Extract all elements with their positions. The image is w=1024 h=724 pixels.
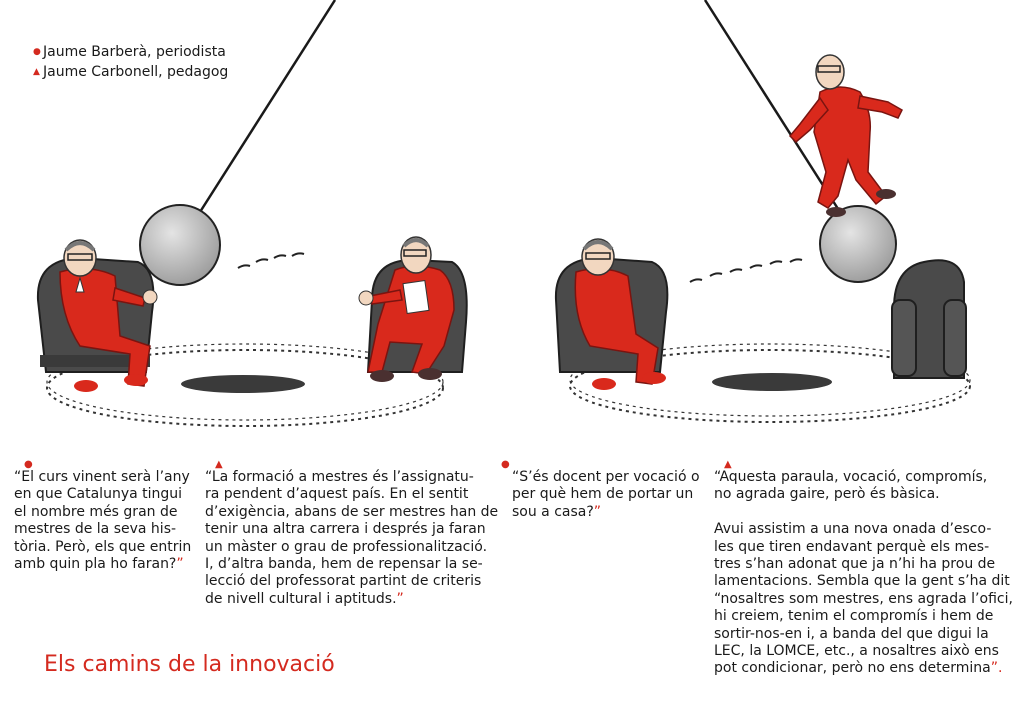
empty-armchair [892,260,966,378]
quote-text: “El curs vinent serà l’any en que Catalunya tingui el nombre més gran de mestres de la seva his- tòria. Però, els que entrin amb quin pla ho faran? [14,469,192,573]
triangle-marker-icon: ▲ [724,459,732,470]
closing-quote-mark: ” [593,503,602,520]
quote-speaker2-2 [714,469,1013,678]
left-scene [38,0,467,426]
quote-text: “Aquesta paraula, vocació, compromís, no agrada gaire, però és bàsica. Avui assistim a una nova onada d’esco- les que tiren endavant perquè els mes- tres s’han adonat que ja n’hi ha prou de lamentacions. Sembla que la gent s’ha dit “nosaltres som mestres, ens agrada l’ofici, hi creiem, tenim el compromís i hem de sortir-nos-en i, a banda del que digui la LEC, la LOMCE, etc., a nosaltres això ens pot condicionar, però no ens determina [714,469,1013,677]
speaker2-balancing-figure [790,55,902,217]
right-scene [556,0,970,422]
quote-text: “La formació a mestres és l’assignatu- ra pendent d’aquest país. En el sentit d’exigència, abans de ser mestres han de tenir una altra carrera i després ja faran un màster o grau de professionalització. I, d’altra banda, hem de repensar la se- lecció del professorat partint de criteris de nivell cultural i aptituds. [205,469,499,607]
closing-quote-mark: ” [176,556,184,573]
quote-speaker1-2 [512,469,700,521]
pendulum-rope-left [200,0,335,212]
legend-speaker1: Jaume Barberà, periodista [43,44,226,60]
ball-shadow-left [181,375,305,393]
quote-speaker2-1 [205,469,498,608]
circle-marker-icon: ● [33,47,41,57]
triangle-marker-icon: ▲ [215,459,223,470]
speaker1-left-figure [38,240,157,392]
speaker1-right-figure [556,239,667,390]
circle-marker-icon: ● [501,459,510,470]
ball-shadow-right [712,373,832,391]
motion-lines-left [238,253,304,268]
section-title: Els camins de la innovació [44,652,335,677]
closing-quote-mark: ”. [990,660,1003,677]
legend-speaker2: Jaume Carbonell, pedagog [43,64,229,80]
closing-quote-mark: ” [396,590,404,607]
triangle-marker-icon: ▲ [33,67,40,77]
quote-text: “S’és docent per vocació o per què hem de portar un sou a casa? [512,469,700,520]
pendulum-ball-right [820,206,896,282]
pendulum-ball-left [140,205,220,285]
motion-lines-right [690,259,802,282]
circle-marker-icon: ● [24,459,33,470]
speaker2-left-figure [359,237,467,382]
quote-speaker1-1 [14,469,191,573]
